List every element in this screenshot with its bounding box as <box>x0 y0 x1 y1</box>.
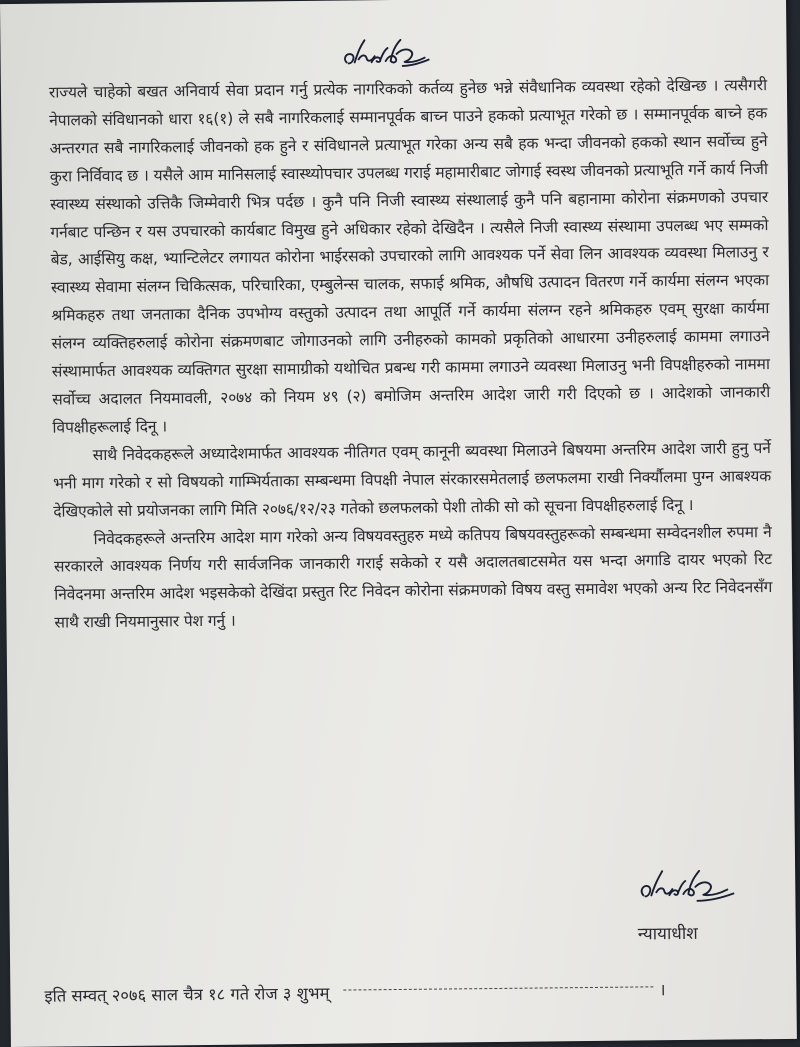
closing-date-text: इति सम्वत् २०७६ साल चैत्र १८ गते रोज ३ शुभम् <box>44 983 330 1006</box>
judge-title: न्यायाधीश <box>637 923 698 945</box>
paragraph-hearing-date: साथै निवेदकहरूले अध्यादेशमार्फत आवश्यक नीतिगत एवम् कानूनी ब्यवस्था मिलाउने बिषयमा अन्तरिम आदेश जारी हुनु पर्ने भनी माग गरेको र सो विषयको गाम्भिर्यताका सम्बन्धमा विपक्षी नेपाल संरकारसमेतलाई छलफलमा राखी निर्क्यौलमा पुग्न आबश्यक देखिएकोले सो प्रयोजनका लागि मिति २०७६/१२/२३ गतेको छलफलको पेशी तोकी सो को सूचना विपक्षीहरुलाई दिनू । <box>52 438 772 521</box>
paragraph-procedure: निवेदकहरूले अन्तरिम आदेश माग गरेको अन्य विषयवस्तुहरु मध्ये कतिपय बिषयवस्तुहरूको सम्बन्धमा सम्वेदनशील रुपमा नै सरकारले आवश्यक निर्णय गरी सार्वजनिक जानकारी गराई सकेको र यसै अदालतबाटसमेत यस भन्दा अगाडि दायर भएको रिट निवेदनमा अन्तरिम आदेश भइसकेको देखिंदा प्रस्तुत रिट निवेदन कोरोना संक्रमणको विषय वस्तु समावेश भएको अन्य रिट निवेदनसँग साथै राखी नियमानुसार पेश गर्नु । <box>53 522 773 632</box>
signature-top <box>340 32 432 75</box>
signature-bottom <box>637 862 737 911</box>
closing-date-line <box>44 976 800 1007</box>
dashed-line <box>343 986 653 990</box>
closing-end-mark: । <box>659 980 666 1000</box>
paragraph-interim-order: राज्यले चाहेको बखत अनिवार्य सेवा प्रदान गर्नु प्रत्येक नागरिकको कर्तव्य हुनेछ भन्ने संवैधानिक व्यवस्था रहेको देखिन्छ । त्यसैगरी नेपालको संविधानको धारा १६(१) ले सबै नागरिकलाई सम्मानपूर्वक बाच्न पाउने हकको प्रत्याभूत गरेको छ । सम्मानपूर्वक बाच्ने हक अन्तरगत सबै नागरिकलाई जीवनको हक हुने र संविधानले प्रत्याभूत गरेका अन्य सबै हक भन्दा जीवनको हकको स्थान सर्वोच्च हुने कुरा निर्विवाद छ । यसैले आम मानिसलाई स्वास्थ्योपचार उपलब्ध गराई महामारीबाट जोगाई स्वस्थ जीवनको प्रत्याभूति गर्ने कार्य निजी स्वास्थ्य संस्थाको उत्तिकै जिम्मेवारी भित्र पर्दछ । कुनै पनि निजी स्वास्थ्य संस्थालाई कुनै पनि बहानामा कोरोना संक्रमणको उपचार गर्नबाट पन्छिन र यस उपचारको कार्यबाट विमुख हुने अधिकार रहेको देखिदैन । त्यसैले निजी स्वास्थ्य संस्थामा उपलब्ध भए सम्मको बेड, आईसियु कक्ष, भ्यान्टिलेटर लगायत कोरोना भाईरसको उपचारको लागि आवश्यक पर्ने सेवा लिन आवश्यक व्यवस्था मिलाउनु र स्वास्थ्य सेवामा संलग्न चिकित्सक, परिचारिका, एम्बुलेन्स चालक, सफाई श्रमिक, औषधि उत्पादन वितरण गर्ने कार्यमा संलग्न भएका श्रमिकहरु तथा जनताका दैनिक उपभोग्य वस्तुको उत्पादन तथा आपूर्ति गर्ने कार्यमा संलग्न रहने श्रमिकहरु एवम् सुरक्षा कार्यमा संलग्न व्यक्तिहरुलाई कोरोना संक्रमणबाट जोगाउनको लागि उनीहरुको कामको प्रकृतिको आधारमा उनीहरुलाई काममा लगाउने संस्थामार्फत आवश्यक व्यक्तिगत सुरक्षा सामाग्रीको यथोचित प्रबन्ध गरी काममा लगाउने व्यवस्था मिलाउनु भनी विपक्षीहरुको नाममा सर्वोच्च अदालत नियमावली, २०७४ को नियम ४९ (२) बमोजिम अन्तरिम आदेश जारी गरी दिएको छ । आदेशको जानकारी विपक्षीहरूलाई दिनू । <box>48 76 771 437</box>
order-body <box>49 72 773 638</box>
